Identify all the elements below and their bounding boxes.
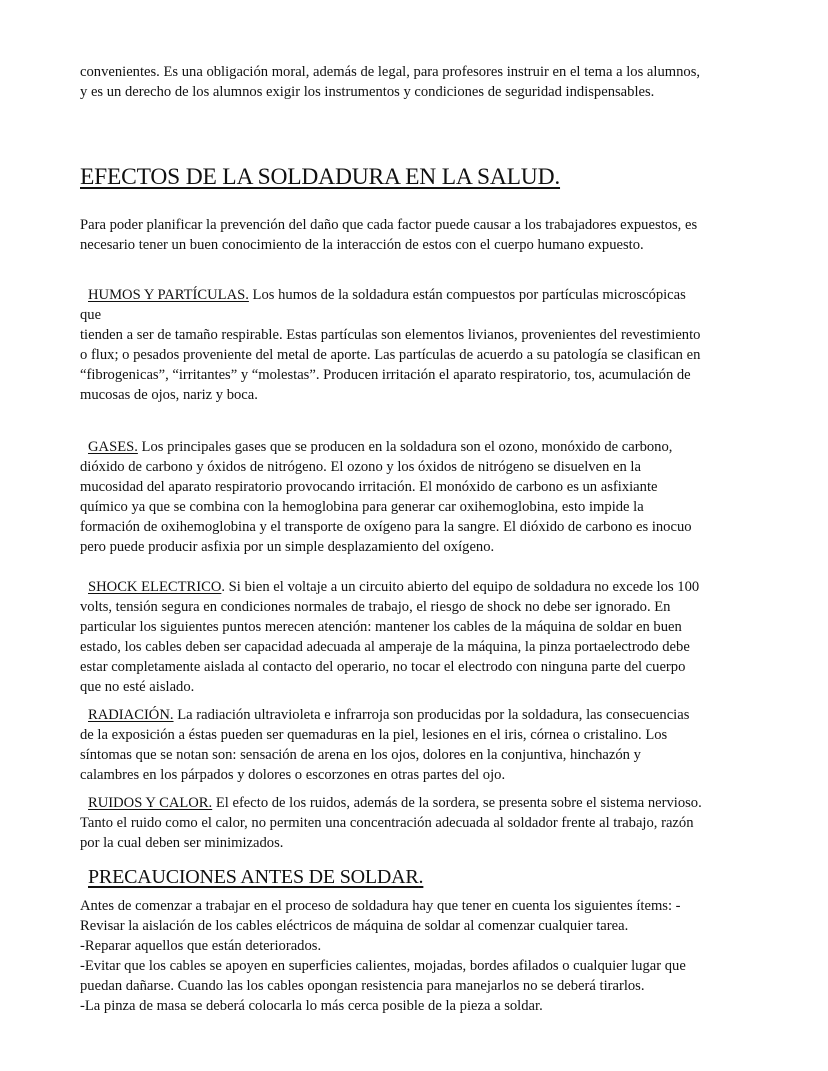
text-line: que no esté aislado.	[80, 679, 195, 695]
humos-paragraph	[80, 285, 748, 405]
text-line: síntomas que se notan son: sensación de arena en los ojos, dolores en la conjuntiva, hinchazón y	[80, 747, 641, 763]
humos-label: HUMOS Y PARTÍCULAS.	[88, 287, 249, 303]
text-line: estar completamente aislada al contacto del operario, no tocar el electrodo con ninguna parte del cuerpo	[80, 659, 686, 675]
section-heading: EFECTOS DE LA SOLDADURA EN LA SALUD.	[80, 164, 561, 190]
text-run: Los principales gases que se producen en la soldadura son el ozono, monóxido de carbono,	[137, 439, 673, 455]
gases-label: GASES.	[88, 439, 138, 455]
document-page	[80, 62, 748, 1016]
text-line	[80, 705, 748, 725]
text-line: tienden a ser de tamaño respirable. Estas partículas son elementos livianos, provenientes del revestimiento	[80, 327, 701, 343]
text-line: formación de oxihemoglobina y el transporte de oxígeno para la sangre. El dióxido de carbono es inocuo	[80, 519, 692, 535]
intro-paragraph	[80, 62, 748, 102]
text-line: mucosas de ojos, nariz y boca.	[80, 387, 258, 403]
text-line: mucosidad del aparato respiratorio provocando irritación. El monóxido de carbono es un asfixiante	[80, 479, 658, 495]
text-line: Tanto el ruido como el calor, no permiten una concentración adecuada al soldador frente al trabajo, razón	[80, 815, 694, 831]
text-run: . Si bien el voltaje a un circuito abierto del equipo de soldadura no excede los 100	[221, 579, 700, 595]
text-line: Revisar la aislación de los cables eléctricos de máquina de soldar al comenzar cualquier tarea.	[80, 918, 629, 934]
text-line: Antes de comenzar a trabajar en el proceso de soldadura hay que tener en cuenta los siguientes ítems: -	[80, 898, 681, 914]
text-run: La radiación ultravioleta e infrarroja son producidas por la soldadura, las consecuencias	[173, 707, 690, 723]
text-run: El efecto de los ruidos, además de la sordera, se presenta sobre el sistema nervioso.	[212, 795, 702, 811]
gases-paragraph	[80, 437, 748, 557]
text-line: calambres en los párpados y dolores o escorzones en otras partes del ojo.	[80, 767, 506, 783]
text-line	[80, 437, 748, 457]
text-line: necesario tener un buen conocimiento de la interacción de estos con el cuerpo humano expuesto.	[80, 237, 644, 253]
ruidos-paragraph	[80, 793, 748, 853]
text-line	[80, 577, 748, 597]
text-run: Los humos de la soldadura están compuestos por partículas microscópicas	[248, 287, 686, 303]
text-line: convenientes. Es una obligación moral, además de legal, para profesores instruir en el tema a los alumnos,	[80, 64, 701, 80]
text-line: “fibrogenicas”, “irritantes” y “molestas”. Producen irritación el aparato respiratorio, tos, acumulación de	[80, 367, 691, 383]
text-line: estado, los cables deben ser capacidad adecuada al amperaje de la máquina, la pinza portaelectrodo debe	[80, 639, 690, 655]
text-line: químico ya que se combina con la hemoglobina para generar car oxihemoglobina, esto impide la	[80, 499, 644, 515]
text-line	[80, 285, 748, 305]
ruidos-label: RUIDOS Y CALOR.	[88, 795, 213, 811]
section-intro-paragraph	[80, 215, 748, 255]
text-line: particular los siguientes puntos merecen atención: mantener los cables de la máquina de soldar en buen	[80, 619, 682, 635]
text-line: Para poder planificar la prevención del daño que cada factor puede causar a los trabajadores expuestos, es	[80, 217, 698, 233]
text-line: de la exposición a éstas pueden ser quemaduras en la piel, lesiones en el iris, córnea o cristalino. Los	[80, 727, 668, 743]
radiacion-label: RADIACIÓN.	[88, 707, 174, 723]
shock-paragraph	[80, 577, 748, 697]
text-line: que	[80, 307, 102, 323]
radiacion-paragraph	[80, 705, 748, 785]
shock-label: SHOCK ELECTRICO	[88, 579, 222, 595]
text-line: -Evitar que los cables se apoyen en superficies calientes, mojadas, bordes afilados o cualquier lugar que	[80, 958, 686, 974]
text-line: puedan dañarse. Cuando las los cables opongan resistencia para manejarlos no se deberá tirarlos.	[80, 978, 645, 994]
text-line: y es un derecho de los alumnos exigir los instrumentos y condiciones de seguridad indispensables.	[80, 84, 655, 100]
text-line: por la cual deben ser minimizados.	[80, 835, 284, 851]
text-line: -La pinza de masa se deberá colocarla lo más cerca posible de la pieza a soldar.	[80, 998, 543, 1014]
text-line: volts, tensión segura en condiciones normales de trabajo, el riesgo de shock no debe ser ignorado. En	[80, 599, 671, 615]
text-line: o flux; o pesados proveniente del metal de aporte. Las partículas de acuerdo a su patología se clasifican en	[80, 347, 701, 363]
text-line: -Reparar aquellos que están deteriorados.	[80, 938, 322, 954]
text-line: dióxido de carbono y óxidos de nitrógeno. El ozono y los óxidos de nitrógeno se disuelven en la	[80, 459, 641, 475]
heading-text: PRECAUCIONES ANTES DE SOLDAR	[88, 866, 419, 888]
heading-suffix: .	[418, 866, 424, 888]
precauciones-heading	[88, 864, 748, 890]
text-line	[80, 793, 748, 813]
precauciones-paragraph	[80, 896, 748, 1016]
text-line: pero puede producir asfixia por un simple desplazamiento del oxígeno.	[80, 539, 495, 555]
